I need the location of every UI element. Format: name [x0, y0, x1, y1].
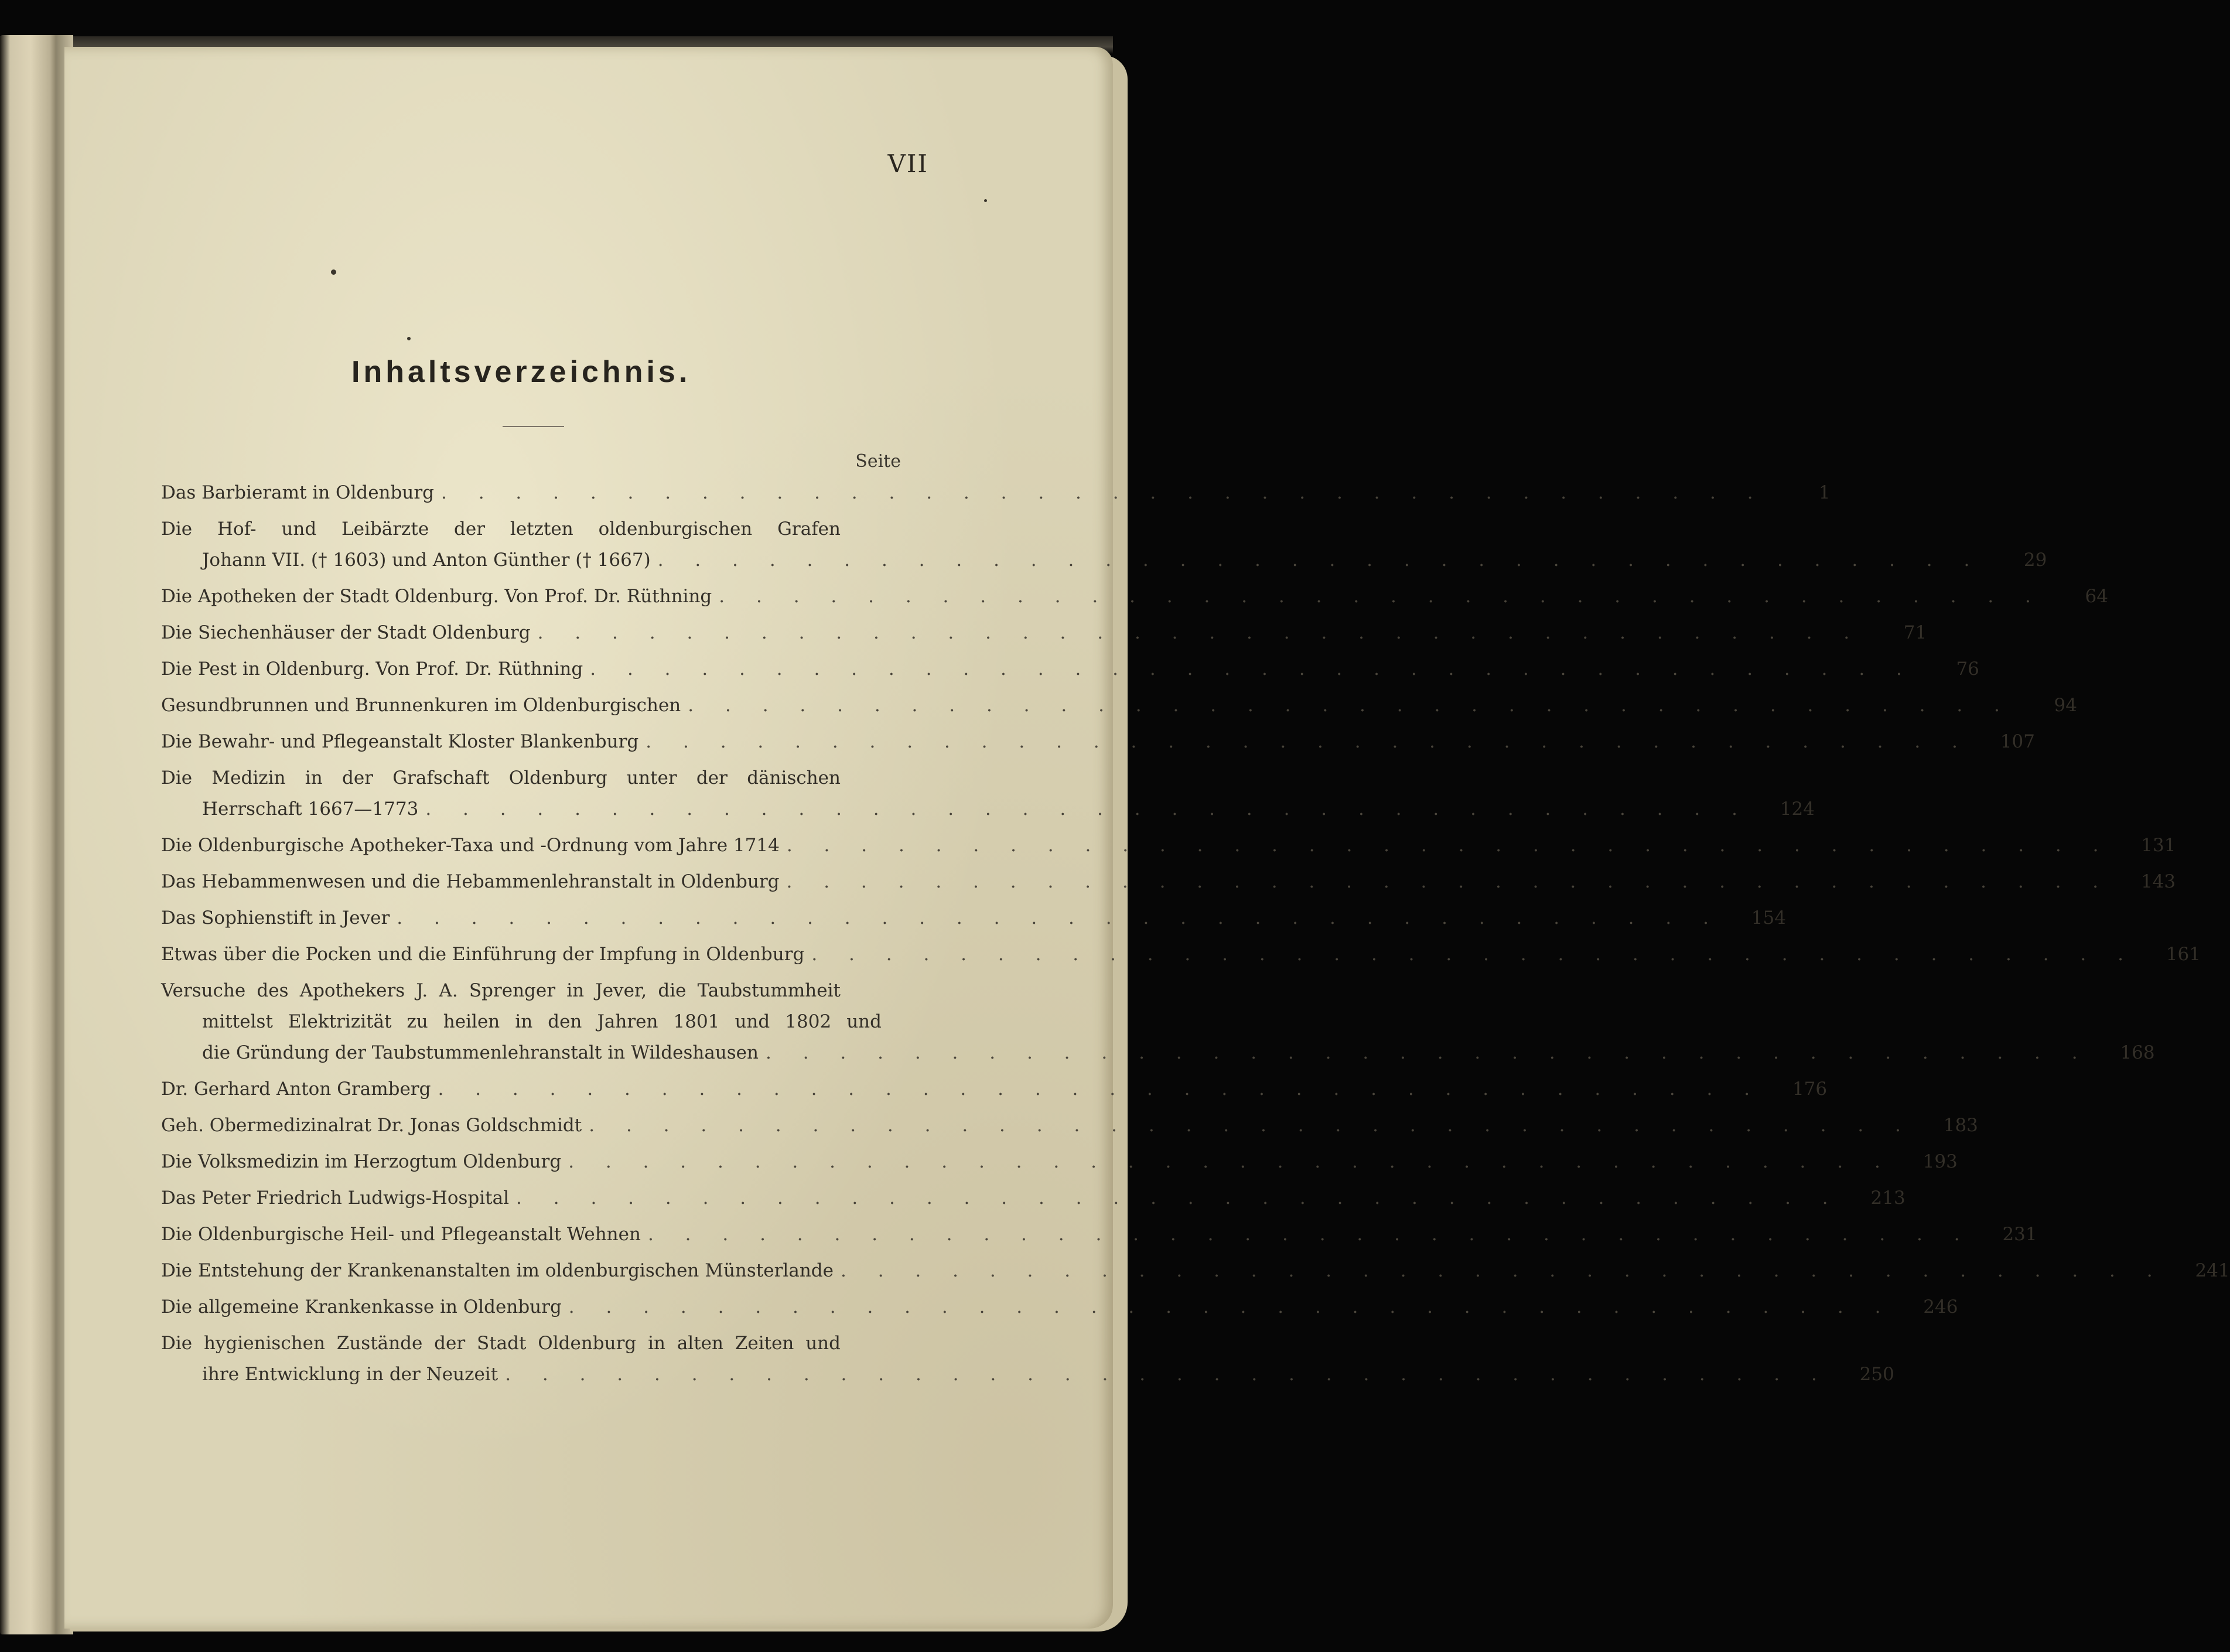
toc-entry-line — [161, 1110, 1978, 1141]
toc-entry-title: Das Barbieramt in Oldenburg — [161, 482, 434, 503]
toc-entry-line — [161, 1037, 2155, 1069]
toc-entry-title: Das Peter Friedrich Ludwigs-Hospital — [161, 1187, 510, 1209]
paper-speck — [407, 337, 411, 340]
toc-entry — [161, 617, 1927, 648]
toc-entry-title: Etwas über die Pocken und die Einführung der Impfung in Oldenburg — [161, 944, 805, 965]
toc-page-number: 213 — [1870, 1187, 1905, 1209]
toc-page-number: 231 — [2002, 1224, 2037, 1245]
toc-page-number: 94 — [2054, 695, 2077, 716]
toc-entry-title: Die Siechenhäuser der Stadt Oldenburg — [161, 622, 531, 643]
toc-page-number: 76 — [1956, 658, 1979, 680]
toc-leader-dots: . . . . . . . . . . . . . . . . . . . . . . . . . . . . . . . . . . . . — [438, 1078, 1763, 1100]
table-of-contents — [161, 477, 2230, 1390]
toc-entry-line — [161, 903, 1786, 934]
toc-page-number: 124 — [1780, 798, 1815, 820]
book-spine — [0, 35, 56, 1634]
toc-entry-title: Das Sophienstift in Jever — [161, 907, 390, 929]
toc-leader-dots: . . . . . . . . . . . . . . . . . . . . . . . . . . . . . . . . . . . . — [568, 1296, 1894, 1317]
toc-entry-line — [161, 617, 1927, 648]
toc-leader-dots: . . . . . . . . . . . . . . . . . . . . . . . . . . . . . . . . . . . . — [657, 549, 1983, 571]
toc-entry-line — [161, 975, 902, 1006]
toc-leader-dots: . . . . . . . . . . . . . . . . . . . . . . . . . . . . . . . . . . . . — [425, 798, 1750, 820]
toc-page-number: 250 — [1859, 1364, 1894, 1385]
toc-entry — [161, 690, 2077, 721]
toc-entry-title: Die Hof- und Leibärzte der letzten oldenburgischen Grafen — [161, 518, 841, 540]
toc-leader-dots: . . . . . . . . . . . . . . . . . . . . . . . . . . . . . . . . . . . . — [786, 835, 2112, 856]
toc-page-number: 176 — [1792, 1078, 1828, 1100]
toc-entry-title: Die Medizin in der Grafschaft Oldenburg unter der dänischen — [161, 767, 841, 789]
toc-entry — [161, 1146, 1958, 1177]
toc-entry-line — [161, 726, 2035, 757]
toc-entry-line — [161, 654, 1979, 685]
toc-entry — [161, 477, 1831, 508]
toc-entry — [161, 1328, 1894, 1390]
toc-entry-title: Versuche des Apothekers J. A. Sprenger in Jever, die Taubstummheit — [161, 980, 841, 1001]
toc-entry — [161, 514, 2047, 576]
toc-entry — [161, 1110, 1978, 1141]
toc-entry — [161, 903, 1786, 934]
toc-entry-line — [161, 477, 1831, 508]
toc-entry-line — [161, 794, 1815, 825]
toc-page-number: 154 — [1751, 907, 1786, 929]
page-column-header: Seite — [855, 451, 901, 472]
toc-page-number: 1 — [1818, 482, 1831, 503]
toc-leader-dots: . . . . . . . . . . . . . . . . . . . . . . . . . . . . . . . . . . . . — [590, 658, 1915, 680]
toc-entry — [161, 1183, 1905, 1214]
toc-entry-line — [161, 545, 2047, 576]
toc-leader-dots: . . . . . . . . . . . . . . . . . . . . . . . . . . . . . . . . . . . . — [719, 586, 2044, 607]
toc-entry-title: Die allgemeine Krankenkasse in Oldenburg — [161, 1296, 562, 1317]
toc-entry — [161, 939, 2201, 970]
toc-entry-title: Johann VII. († 1603) und Anton Günther († 1667) — [202, 549, 651, 571]
toc-leader-dots: . . . . . . . . . . . . . . . . . . . . . . . . . . . . . . . . . . . . — [688, 695, 2013, 716]
toc-entry-line — [161, 830, 2176, 861]
toc-page-number: 183 — [1943, 1115, 1978, 1136]
toc-entry-title: Die Bewahr- und Pflegeanstalt Kloster Blankenburg — [161, 731, 639, 752]
page-number: VII — [887, 149, 928, 178]
toc-leader-dots: . . . . . . . . . . . . . . . . . . . . . . . . . . . . . . . . . . . . — [647, 1224, 1973, 1245]
page-title: Inhaltsverzeichnis. — [351, 355, 691, 389]
toc-entry-line — [161, 1006, 902, 1037]
toc-entry-title: Herrschaft 1667—1773 — [202, 798, 419, 820]
toc-entry-title: Die Oldenburgische Apotheker-Taxa und -Ordnung vom Jahre 1714 — [161, 835, 780, 856]
toc-leader-dots: . . . . . . . . . . . . . . . . . . . . . . . . . . . . . . . . . . . . — [840, 1260, 2166, 1281]
title-divider — [503, 426, 564, 427]
toc-page-number: 64 — [2085, 586, 2108, 607]
toc-leader-dots: . . . . . . . . . . . . . . . . . . . . . . . . . . . . . . . . . . . . — [765, 1042, 2091, 1063]
toc-entry-line — [161, 763, 902, 794]
toc-leader-dots: . . . . . . . . . . . . . . . . . . . . . . . . . . . . . . . . . . . . — [516, 1187, 1841, 1209]
toc-leader-dots: . . . . . . . . . . . . . . . . . . . . . . . . . . . . . . . . . . . . — [811, 944, 2136, 965]
toc-page-number: 168 — [2120, 1042, 2155, 1063]
toc-entry-line — [161, 866, 2176, 897]
toc-leader-dots: . . . . . . . . . . . . . . . . . . . . . . . . . . . . . . . . . . . . — [568, 1151, 1893, 1172]
toc-entry-title: ihre Entwicklung in der Neuzeit — [202, 1364, 498, 1385]
toc-entry-line — [161, 1359, 1894, 1390]
toc-entry-title: Dr. Gerhard Anton Gramberg — [161, 1078, 431, 1100]
toc-entry — [161, 581, 2108, 612]
toc-entry — [161, 654, 1979, 685]
toc-entry-title: Geh. Obermedizinalrat Dr. Jonas Goldschmidt — [161, 1115, 582, 1136]
paper-speck — [331, 269, 336, 275]
toc-page-number: 193 — [1922, 1151, 1958, 1172]
toc-leader-dots: . . . . . . . . . . . . . . . . . . . . . . . . . . . . . . . . . . . . — [505, 1364, 1830, 1385]
paper-speck — [984, 199, 987, 202]
toc-entry — [161, 830, 2176, 861]
toc-entry — [161, 1255, 2230, 1286]
toc-entry-line — [161, 1074, 1828, 1105]
toc-page-number: 29 — [2023, 549, 2047, 571]
toc-entry — [161, 763, 1815, 825]
toc-entry-line — [161, 1255, 2230, 1286]
toc-entry-line — [161, 939, 2201, 970]
toc-entry-line — [161, 1328, 902, 1359]
toc-leader-dots: . . . . . . . . . . . . . . . . . . . . . . . . . . . . . . . . . . . . — [646, 731, 1971, 752]
toc-leader-dots: . . . . . . . . . . . . . . . . . . . . . . . . . . . . . . . . . . . . — [786, 871, 2112, 892]
toc-entry-line — [161, 1219, 2037, 1250]
toc-entry-line — [161, 690, 2077, 721]
toc-entry — [161, 1219, 2037, 1250]
toc-leader-dots: . . . . . . . . . . . . . . . . . . . . . . . . . . . . . . . . . . . . — [589, 1115, 1914, 1136]
toc-entry-title: Gesundbrunnen und Brunnenkuren im Oldenburgischen — [161, 695, 681, 716]
toc-entry-title: die Gründung der Taubstummenlehranstalt in Wildeshausen — [202, 1042, 759, 1063]
toc-entry — [161, 726, 2035, 757]
toc-page-number: 246 — [1923, 1296, 1958, 1317]
toc-entry-title: Die Entstehung der Krankenanstalten im oldenburgischen Münsterlande — [161, 1260, 834, 1281]
toc-entry-title: Die Oldenburgische Heil- und Pflegeanstalt Wehnen — [161, 1224, 641, 1245]
toc-entry-title: Die Pest in Oldenburg. Von Prof. Dr. Rüthning — [161, 658, 583, 680]
toc-leader-dots: . . . . . . . . . . . . . . . . . . . . . . . . . . . . . . . . . . . . — [537, 622, 1863, 643]
toc-entry-title: Die Apotheken der Stadt Oldenburg. Von Prof. Dr. Rüthning — [161, 586, 712, 607]
toc-entry — [161, 866, 2176, 897]
toc-leader-dots: . . . . . . . . . . . . . . . . . . . . . . . . . . . . . . . . . . . . — [440, 482, 1766, 503]
toc-entry — [161, 1292, 1958, 1323]
toc-page-number: 107 — [2000, 731, 2035, 752]
toc-entry-line — [161, 1183, 1905, 1214]
toc-entry-line — [161, 1292, 1958, 1323]
toc-page-number: 241 — [2195, 1260, 2230, 1281]
toc-entry-line — [161, 581, 2108, 612]
toc-page-number: 71 — [1903, 622, 1927, 643]
toc-entry-title: Die hygienischen Zustände der Stadt Oldenburg in alten Zeiten und — [161, 1333, 841, 1354]
toc-entry-title: Die Volksmedizin im Herzogtum Oldenburg — [161, 1151, 562, 1172]
toc-entry-line — [161, 1146, 1958, 1177]
toc-page-number: 143 — [2140, 871, 2176, 892]
toc-leader-dots: . . . . . . . . . . . . . . . . . . . . . . . . . . . . . . . . . . . . — [397, 907, 1722, 929]
toc-page-number: 131 — [2141, 835, 2176, 856]
toc-entry — [161, 1074, 1828, 1105]
toc-entry-line — [161, 514, 902, 545]
toc-entry-title: mittelst Elektrizität zu heilen in den Jahren 1801 und 1802 und — [202, 1011, 882, 1032]
toc-entry-title: Das Hebammenwesen und die Hebammenlehranstalt in Oldenburg — [161, 871, 780, 892]
toc-page-number: 161 — [2166, 944, 2201, 965]
toc-entry — [161, 975, 2155, 1069]
